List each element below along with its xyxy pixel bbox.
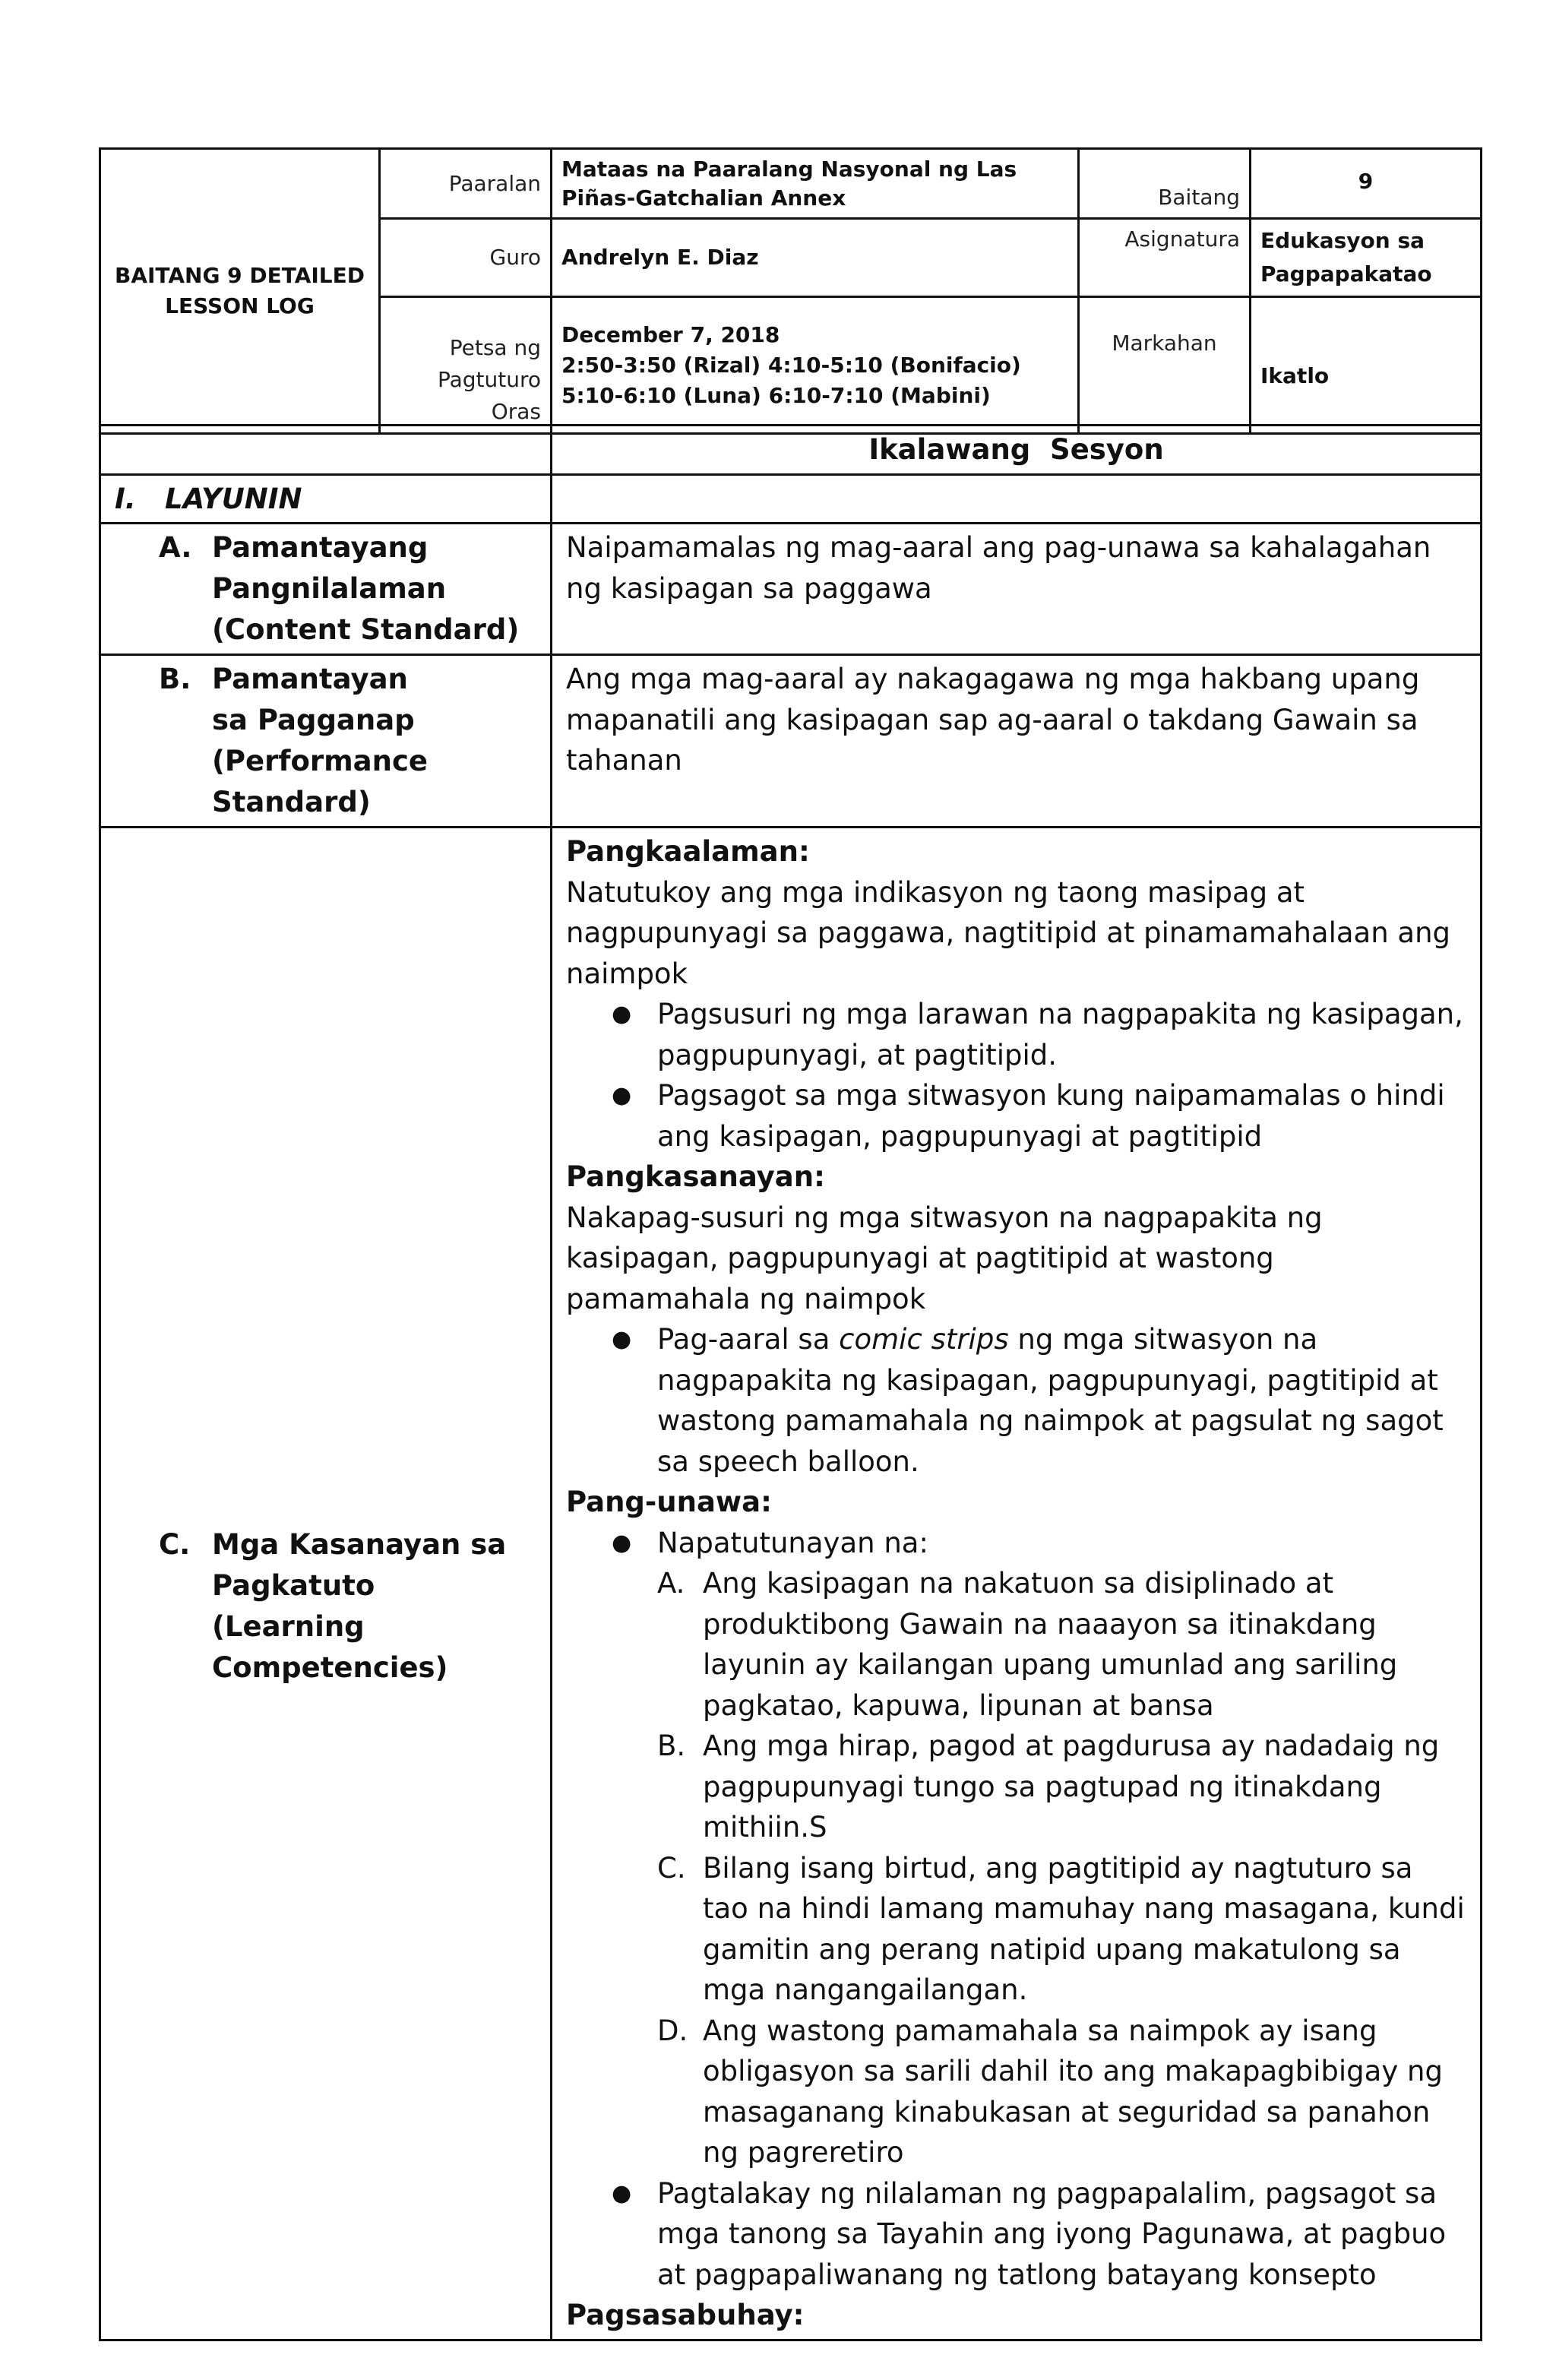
list-item: A. Ang kasipagan na nakatuon sa disiplinado at produktibong Gawain na naaayon sa itinakdang layunin ay kailangan upang umunlad ang sariling pagkatao, kapuwa, lipunan at bansa [657,1567,1398,1722]
learning-competencies-marker: C. [159,1527,191,1561]
list-item: ● Pagtalakay ng nilalaman ng pagpapalalim, pagsagot sa mga tanong sa Tayahin ang iyong Pagunawa, at pagbuo at pagpapaliwanang ng tatlong batayang konsepto [612,2176,1447,2291]
petsa-times-2: 5:10-6:10 (Luna) 6:10-7:10 (Mabini) [561,382,991,408]
pagsasabuhay-heading: Pagsasabuhay: [566,2299,805,2331]
paaralan-label: Paaralan [380,149,552,219]
main-table [99,424,1482,2341]
list-item: ● Pagsagot sa mga sitwasyon kung naipamamalas o hindi ang kasipagan, pagpupunyagi at pagtitipid [612,1079,1445,1153]
pangkasanayan-list [566,1319,1466,1482]
petsa-label: Petsa ng Pagtuturo Oras [380,297,552,434]
content-standard-marker: A. [159,531,192,564]
content-standard-text: Naipamamalas ng mag-aaral ang pag-unawa sa kahalagahan ng kasipagan sa paggawa [552,524,1482,655]
list-item: D. Ang wastong pamamahala sa naimpok ay isang obligasyon sa sarili dahil ito ang makapagbibigay ng masaganang kinabukasan at seguridad sa panahon ng pagreretiro [657,2014,1443,2169]
guro-label: Guro [380,219,552,297]
asignatura-value: Edukasyon sa Pagpapakatao [1251,219,1482,297]
header-table [99,147,1482,435]
petsa-value [552,297,1079,434]
pangunawa-list [566,1523,1466,2296]
petsa-times-1: 2:50-3:50 (Rizal) 4:10-5:10 (Bonifacio) [561,352,1021,378]
layunin-heading [100,474,552,524]
petsa-date: December 7, 2018 [561,321,780,347]
pangkaalaman-list [566,994,1466,1157]
pangkaalaman-heading: Pangkaalaman: [566,835,810,868]
content-standard-label-cell [100,524,552,655]
baitang-label: Baitang [1079,149,1251,219]
list-item: ● Pagsusuri ng mga larawan na nagpapakita ng kasipagan, pagpupunyagi, at pagtitipid. [612,998,1463,1071]
baitang-value: 9 [1251,149,1482,219]
session-title: Ikalawang Sesyon [552,426,1482,475]
guro-value: Andrelyn E. Diaz [552,219,1079,297]
session-blank-cell [100,426,552,475]
list-item: B. Ang mga hirap, pagod at pagdurusa ay nadadaig ng pagpupunyagi tungo sa pagtupad ng itinakdang mithiin.S [657,1730,1440,1844]
pangunawa-sub-list [657,1563,1466,2173]
pangkaalaman-text: Natutukoy ang mga indikasyon ng taong masipag at nagpupunyagi sa paggawa, nagtitipid at pinamamahalaan ang naimpok [566,875,1451,990]
list-item: ● Napatutunayan na: A. Ang kasipagan na nakatuon sa disiplinado at produktibong Gawain na naaayon sa itinakdang layunin ay kailangan upang umunlad ang sariling pagkatao, kapuwa, lipunan at bansa B. Ang mga hirap, pagod at pagdurusa ay nadadaig ng pagpupunyagi tungo sa pagtupad ng itinakdang mithiin.S C. Bilang isang birtud, ang pagtitipid ay nagtuturo sa tao na hindi lamang mamuhay nang masagana, kundi gamitin ang perang natipid upang makatulong sa mga nangangailangan. D. Ang wastong pamamahala sa naimpok ay isang obligasyon sa sarili dahil ito ang makapagbibigay ng masaganang kinabukasan at seguridad sa panahon ng pagreretiro [612,1523,1466,2173]
markahan-value: Ikatlo [1251,297,1482,434]
layunin-blank-cell [552,474,1482,524]
pangkasanayan-heading: Pangkasanayan: [566,1160,825,1193]
lesson-log-title: BAITANG 9 DETAILED LESSON LOG [100,149,380,434]
content-standard-label: Pamantayang Pangnilalaman (Content Standard) [212,531,520,646]
layunin-title: LAYUNIN [165,482,302,515]
pangunawa-heading: Pang-unawa: [566,1486,772,1518]
list-item: C. Bilang isang birtud, ang pagtitipid ay nagtuturo sa tao na hindi lamang mamuhay nang masagana, kundi gamitin ang perang natipid upang makatulong sa mga nangangailangan. [657,1851,1465,2006]
performance-standard-label-cell [100,655,552,828]
paaralan-value: Mataas na Paaralang Nasyonal ng Las Piñas-Gatchalian Annex [552,149,1079,219]
performance-standard-text: Ang mga mag-aaral ay nakagagawa ng mga hakbang upang mapanatili ang kasipagan sap ag-aaral o takdang Gawain sa tahanan [552,655,1482,828]
pangkasanayan-text: Nakapag-susuri ng mga sitwasyon na nagpapakita ng kasipagan, pagpupunyagi at pagtitipid at wastong pamamahala ng naimpok [566,1201,1323,1315]
performance-standard-label: Pamantayan sa Pagganap (Performance Standard) [212,663,429,818]
learning-competencies-content [552,828,1482,2340]
learning-competencies-label-cell [100,828,552,2340]
layunin-numeral: I. [115,482,136,515]
asignatura-label: Asignatura [1079,219,1251,297]
performance-standard-marker: B. [159,663,191,695]
comic-strips-text: comic strips [839,1323,1009,1356]
list-item: ● Pag-aaral sa comic strips ng mga sitwasyon na nagpapakita ng kasipagan, pagpupunyagi, pagtitipid at wastong pamamahala ng naimpok at pagsulat ng sagot sa speech balloon. [612,1323,1444,1478]
markahan-label: Markahan [1079,297,1251,434]
learning-competencies-label: Mga Kasanayan sa Pagkatuto (Learning Competencies) [212,1527,507,1684]
